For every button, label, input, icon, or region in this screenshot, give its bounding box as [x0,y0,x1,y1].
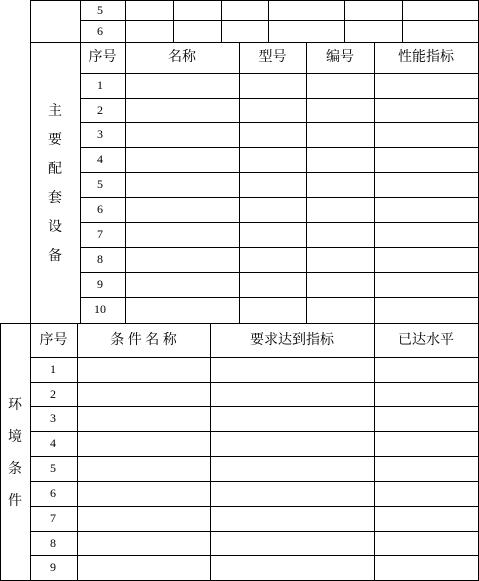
environment-row-number: 3 [50,411,56,425]
top-row-number: 6 [97,24,103,38]
environment-row-number: 2 [50,387,56,401]
equipment-header-name: 名称 [168,50,196,65]
equipment-row-number: 1 [97,78,103,92]
equipment-row-number: 8 [97,252,103,266]
top-row-number: 5 [97,3,103,17]
equipment-row-number: 9 [97,277,103,291]
equipment-header-model: 型号 [258,50,287,65]
equipment-row-number: 3 [97,127,103,141]
equipment-row-number: 2 [97,103,103,117]
equipment-row-number: 10 [94,302,106,316]
environment-row-number: 7 [50,511,56,525]
environment-row-number: 1 [50,362,56,376]
environment-row-number: 6 [50,486,56,500]
environment-header-required-index: 要求达到指标 [250,333,334,348]
equipment-header-seq: 序号 [88,50,117,65]
environment-row-number: 9 [50,560,56,574]
equipment-header-performance: 性能指标 [398,50,454,65]
environment-row-number: 4 [50,436,56,450]
equipment-header-code: 编号 [326,50,354,65]
environment-header-achieved-level: 已达水平 [398,333,454,348]
equipment-row-number: 7 [97,227,103,241]
environment-row-number: 8 [50,536,56,550]
environment-header-seq: 序号 [39,333,68,348]
environment-header-condition-name: 条 件 名 称 [110,333,177,348]
environment-row-number: 5 [50,461,56,475]
equipment-section-label: 主 要 配 套 设 备 [48,104,62,264]
equipment-row-number: 4 [97,152,103,166]
equipment-row-number: 6 [97,202,103,216]
environment-section-label: 环 境 条 件 [8,398,22,509]
equipment-row-number: 5 [97,177,103,191]
